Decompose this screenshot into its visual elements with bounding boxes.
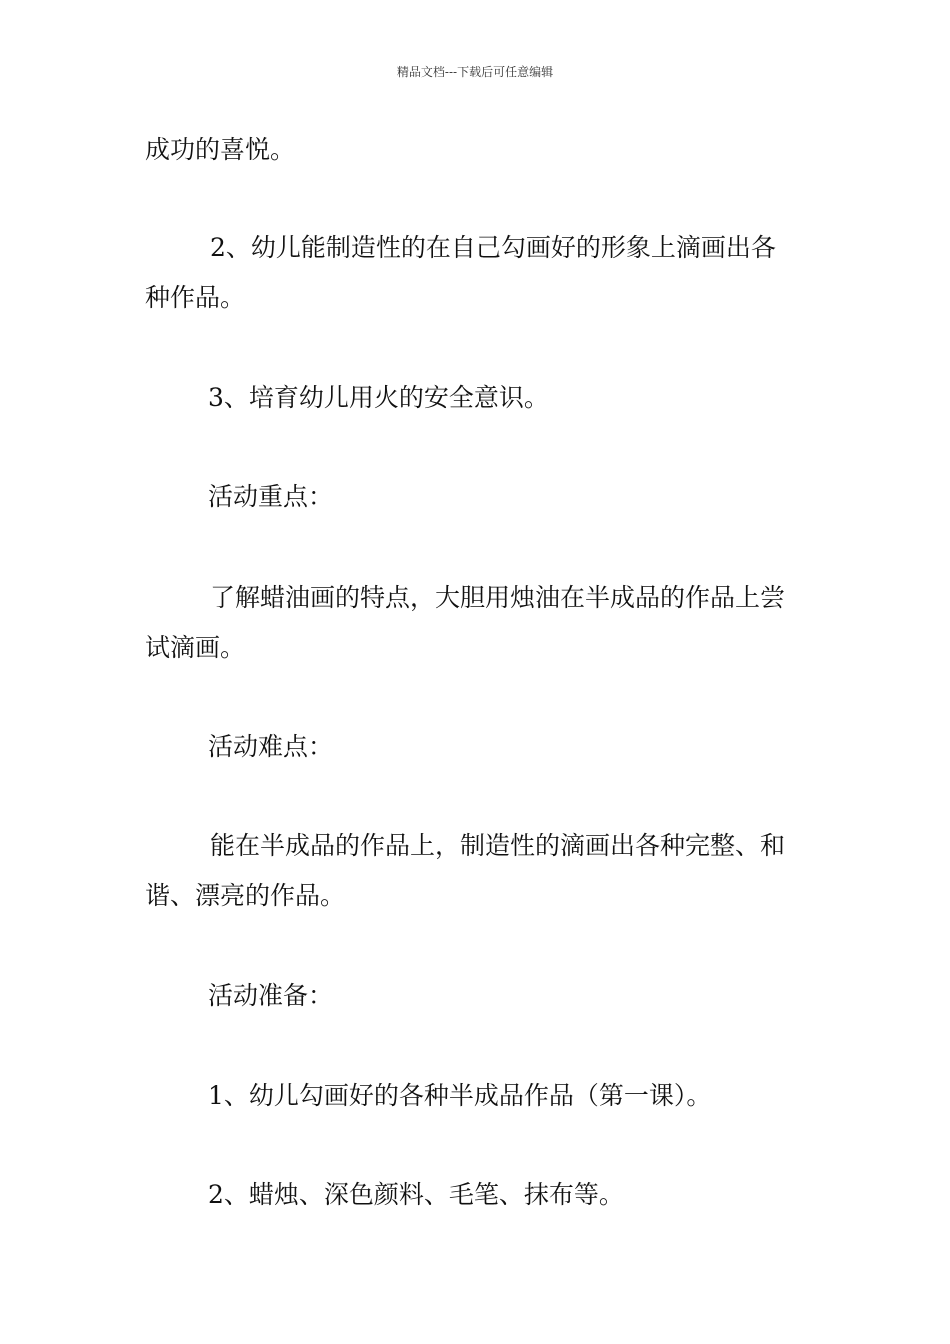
text-line-goal-2-cont: 种作品。 xyxy=(145,283,246,312)
page-header: 精品文档---下载后可任意编辑 xyxy=(396,65,554,79)
text-line-key-point-cont: 试滴画。 xyxy=(145,633,246,662)
text-line-key-point: 了解蜡油画的特点，大胆用烛油在半成品的作品上尝 xyxy=(210,583,786,612)
text-line-goal-3: 3、培育幼儿用火的安全意识。 xyxy=(208,383,549,412)
text-line-difficulty: 能在半成品的作品上，制造性的滴画出各种完整、和 xyxy=(210,831,786,860)
text-line-prep-1: 1、幼儿勾画好的各种半成品作品（第一课）。 xyxy=(208,1081,712,1110)
heading-key-point: 活动重点： xyxy=(208,482,334,511)
text-line-success-joy: 成功的喜悦。 xyxy=(145,135,296,164)
text-line-prep-2: 2、蜡烛、深色颜料、毛笔、抹布等。 xyxy=(208,1180,624,1209)
text-line-difficulty-cont: 谐、漂亮的作品。 xyxy=(145,881,346,910)
heading-preparation: 活动准备： xyxy=(208,981,334,1010)
heading-difficulty: 活动难点： xyxy=(208,732,334,761)
text-line-goal-2: 2、幼儿能制造性的在自己勾画好的形象上滴画出各 xyxy=(210,233,776,262)
